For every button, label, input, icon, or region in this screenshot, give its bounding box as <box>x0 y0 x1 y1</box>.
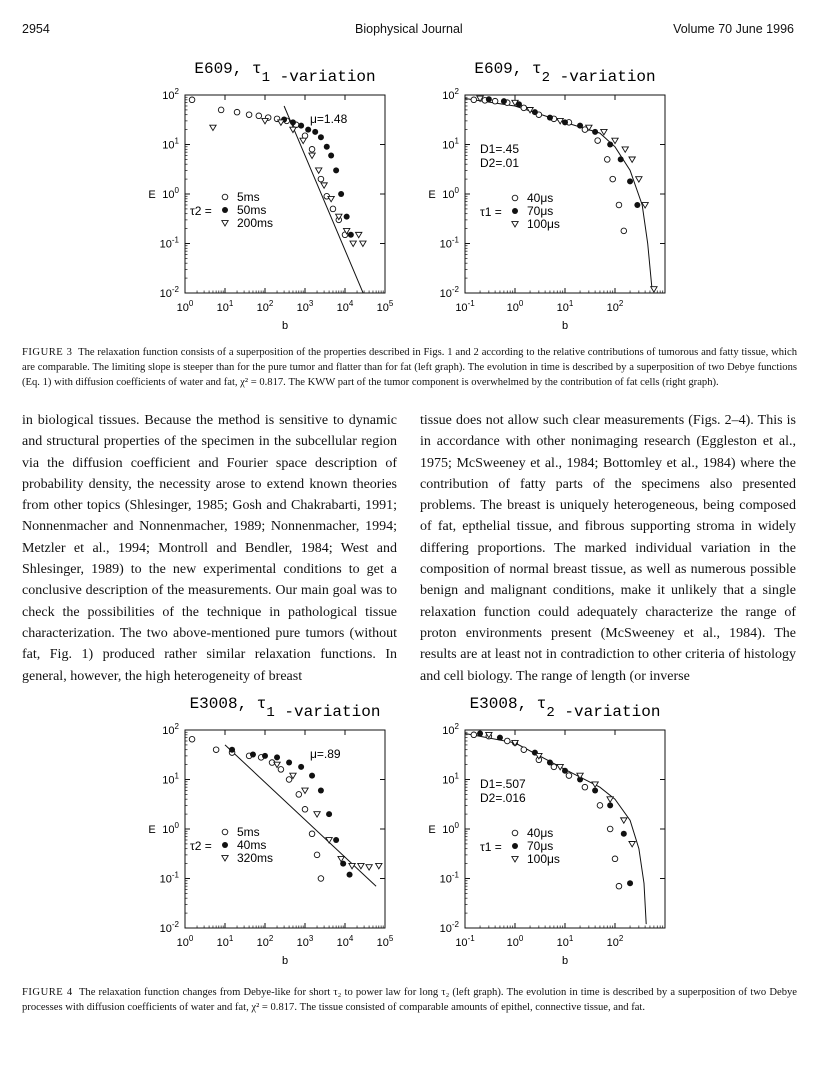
data-point <box>222 221 228 226</box>
data-point <box>302 788 308 793</box>
y-tick-label: $10^{-2}$ <box>159 285 179 300</box>
fig4-caption-label: FIGURE 4 <box>22 987 73 998</box>
legend-label: 40ms <box>237 838 267 852</box>
x-tick-label: $10^3$ <box>296 299 314 314</box>
series-50ms <box>281 116 354 237</box>
annotation: D1=.45 <box>480 142 520 156</box>
y-tick-label: $10^2$ <box>442 722 459 737</box>
data-point <box>497 735 503 741</box>
data-point <box>355 232 361 237</box>
data-point <box>213 747 219 753</box>
data-point <box>512 195 518 201</box>
data-point <box>521 105 527 111</box>
x-tick-label: $10^1$ <box>216 934 234 949</box>
data-point <box>309 146 315 152</box>
x-tick-label: $10^0$ <box>506 934 524 949</box>
fig4-caption-text: The relaxation function changes from Debye-like for short τ₂ to power law for long τ₂ (left graph). The evolution in time is described by a superposition of two Debye processes with diffusion coefficients of water and fat, χ² = 0.817. The tissue consisted of comparable amounts of epithel, connective tissue, and fat. <box>22 987 798 1013</box>
data-point <box>471 732 477 738</box>
y-tick-label: $10^{-1}$ <box>439 235 459 251</box>
y-tick-label: $10^{-1}$ <box>159 870 179 886</box>
data-point <box>616 202 622 208</box>
data-point <box>328 196 334 201</box>
y-tick-label: $10^{-1}$ <box>439 870 459 886</box>
body-right-column: tissue does not allow such clear measurements (Figs. 2–4). This is in accordance with other nonimaging research (Eggleston et al., 1975; McSweeney et al., 1984; Bottomley et al., 1984) where the contribution of fatty parts of the specimens also presented problems. The breast is uniquely heterogeneous, being composed of fat, epthelial tissue, and fibrous supporting stroma in widely differing proportions. The marked individual variation in the composition of normal breast tissue, as well as numerous possible benign and malignant conditions, make it unlikely that a single relaxation function could adequately characterize the range of proton environments present (McSweeney et al., 1984). The results are at least not in contradiction to other criteria of histology and cell biology. The range of length (or inverse <box>420 413 796 684</box>
data-point <box>318 176 324 182</box>
x-axis-label: b <box>561 320 569 332</box>
data-point <box>604 157 610 163</box>
y-tick-label: $10^1$ <box>442 136 459 152</box>
x-tick-label: $10^{-1}$ <box>455 299 475 314</box>
data-point <box>512 843 518 849</box>
x-axis-label: b <box>281 320 289 332</box>
data-point <box>547 115 553 121</box>
x-tick-label: $10^5$ <box>376 934 394 949</box>
data-point <box>286 760 292 766</box>
data-point <box>360 241 366 246</box>
data-point <box>616 883 622 889</box>
data-point <box>234 109 240 115</box>
data-point <box>501 98 507 104</box>
y-tick-label: $10^{-2}$ <box>439 285 459 300</box>
data-point <box>222 207 228 213</box>
data-point <box>296 792 302 798</box>
data-point <box>627 178 633 184</box>
data-point <box>262 118 268 123</box>
data-point <box>612 138 618 143</box>
annotation: D1=.507 <box>480 777 526 791</box>
data-point <box>246 112 252 118</box>
data-point <box>634 202 640 208</box>
data-point <box>262 753 268 759</box>
data-point <box>328 152 334 158</box>
plot-frame <box>185 730 385 928</box>
data-point <box>309 773 315 779</box>
data-point <box>607 142 613 148</box>
data-point <box>274 754 280 760</box>
fit-line <box>465 99 652 290</box>
data-point <box>256 113 262 119</box>
x-tick-label: $10^0$ <box>176 299 194 314</box>
legend-prefix: τ1 = <box>480 840 502 854</box>
y-tick-label: $10^2$ <box>442 87 459 102</box>
legend-label: 200ms <box>237 216 274 230</box>
data-point <box>318 787 324 793</box>
x-tick-label: $10^1$ <box>556 299 574 314</box>
legend-prefix: τ2 = <box>190 839 212 853</box>
x-tick-label: $10^5$ <box>376 299 394 314</box>
legend-label: 5ms <box>237 190 260 204</box>
fig4-caption <box>22 985 797 1015</box>
y-tick-label: $10^1$ <box>162 771 179 787</box>
volume-info: Volume 70 June 1996 <box>673 22 794 36</box>
data-point <box>326 811 332 817</box>
data-point <box>607 826 613 832</box>
data-point <box>358 863 364 868</box>
data-point <box>321 183 327 188</box>
data-point <box>229 747 235 753</box>
data-point <box>636 177 642 182</box>
fig3-caption-label: FIGURE 3 <box>22 347 73 358</box>
data-point <box>512 222 518 227</box>
chart-svg <box>140 55 400 335</box>
x-tick-label: $10^2$ <box>256 299 274 314</box>
series-100μs <box>477 96 657 292</box>
data-point <box>595 138 601 144</box>
data-point <box>298 123 304 129</box>
data-point <box>651 287 657 292</box>
y-axis-label: E <box>148 189 156 201</box>
data-point <box>618 156 624 162</box>
fig3-right-panel <box>420 55 690 335</box>
annotation: D2=.01 <box>480 156 520 170</box>
data-point <box>315 168 321 173</box>
legend-label: 100μs <box>527 217 560 231</box>
data-point <box>592 787 598 793</box>
data-point <box>218 107 224 113</box>
data-point <box>300 138 306 143</box>
data-point <box>621 818 627 823</box>
legend-prefix: τ1 = <box>480 205 502 219</box>
x-tick-label: $10^0$ <box>506 299 524 314</box>
data-point <box>607 797 613 802</box>
legend-label: 320ms <box>237 851 274 865</box>
data-point <box>512 208 518 214</box>
x-tick-label: $10^1$ <box>216 299 234 314</box>
data-point <box>629 157 635 162</box>
fig4-left-panel <box>140 690 400 970</box>
legend-label: 50ms <box>237 203 267 217</box>
plot-frame <box>185 95 385 293</box>
y-tick-label: $10^{-2}$ <box>159 920 179 935</box>
chart-title: E3008, τ1 -variation <box>189 695 381 721</box>
fig4-right-panel <box>420 690 690 970</box>
chart-svg <box>140 690 400 970</box>
x-tick-label: $10^2$ <box>256 934 274 949</box>
data-point <box>562 768 568 774</box>
data-point <box>622 147 628 152</box>
data-point <box>547 760 553 766</box>
y-tick-label: $10^0$ <box>442 186 459 201</box>
legend-label: 100μs <box>527 852 560 866</box>
legend-label: 40μs <box>527 191 554 205</box>
y-tick-label: $10^2$ <box>162 722 179 737</box>
annotation: μ=1.48 <box>310 112 348 126</box>
data-point <box>350 241 356 246</box>
legend-label: 70μs <box>527 204 554 218</box>
fit-line <box>284 106 376 324</box>
y-tick-label: $10^2$ <box>162 87 179 102</box>
data-point <box>278 120 284 125</box>
data-point <box>318 876 324 882</box>
x-tick-label: $10^4$ <box>336 299 354 314</box>
legend-label: 40μs <box>527 826 554 840</box>
legend-prefix: τ2 = <box>190 204 212 218</box>
fig3-left-panel <box>140 55 400 335</box>
chart-title: E609, τ2 -variation <box>474 60 656 86</box>
data-point <box>222 842 228 848</box>
data-point <box>376 863 382 868</box>
annotation: μ=.89 <box>310 747 341 761</box>
data-point <box>324 144 330 150</box>
data-point <box>305 127 311 133</box>
y-axis-label: E <box>148 824 156 836</box>
data-point <box>278 767 284 773</box>
y-tick-label: $10^{-2}$ <box>439 920 459 935</box>
y-tick-label: $10^1$ <box>162 136 179 152</box>
data-point <box>286 777 292 783</box>
data-point <box>189 736 195 742</box>
plot-frame <box>465 730 665 928</box>
data-point <box>607 802 613 808</box>
series-200ms <box>210 118 366 246</box>
data-point <box>486 96 492 102</box>
data-point <box>629 842 635 847</box>
x-axis-label: b <box>561 955 569 967</box>
data-point <box>302 807 308 813</box>
data-point <box>333 837 339 843</box>
legend-label: 70μs <box>527 839 554 853</box>
fig3-caption <box>22 345 797 390</box>
data-point <box>521 747 527 753</box>
data-point <box>621 228 627 234</box>
x-axis-label: b <box>281 955 289 967</box>
data-point <box>290 119 296 125</box>
data-point <box>612 856 618 862</box>
data-point <box>344 214 350 220</box>
x-tick-label: $10^2$ <box>606 299 624 314</box>
legend-label: 5ms <box>237 825 260 839</box>
y-axis-label: E <box>428 189 436 201</box>
data-point <box>562 119 568 125</box>
data-point <box>512 830 518 836</box>
data-point <box>312 129 318 135</box>
chart-title: E3008, τ2 -variation <box>469 695 661 721</box>
journal-name: Biophysical Journal <box>355 22 463 36</box>
x-tick-label: $10^3$ <box>296 934 314 949</box>
data-point <box>557 764 563 769</box>
x-tick-label: $10^2$ <box>606 934 624 949</box>
data-point <box>338 191 344 197</box>
data-point <box>314 812 320 817</box>
data-point <box>582 784 588 790</box>
body-left-column: in biological tissues. Because the method is sensitive to dynamic and structural properties of the specimen in the subcellular region via the diffusion coefficient and Fourier space description of probability density, the necessity arose to extend known theories from other topics (Shlesinger, 1985; Gosh and Chakrabarti, 1991; Nonnenmacher and Nonnenmacher, 1989; Nonnenmacher, 1994; Metzler et al., 1994; Montroll and Bendler, 1984; West and Shlesinger, 1989) to the new experimental conditions to get a conclusive description of the measurements. Our main goal was to check the possibilities of the technique in pathological tissue characterization. The two above-mentioned pure tumors (without fat, Fig. 1) produced rather similar relaxation functions. In general, however, the high heterogeneity of breast <box>22 413 397 684</box>
data-point <box>318 134 324 140</box>
data-point <box>504 738 510 744</box>
chart-title: E609, τ1 -variation <box>194 60 376 86</box>
data-point <box>566 773 572 779</box>
data-point <box>621 831 627 837</box>
y-tick-label: $10^0$ <box>442 821 459 836</box>
data-point <box>222 856 228 861</box>
x-tick-label: $10^{-1}$ <box>455 934 475 949</box>
chart-svg <box>420 55 690 335</box>
y-tick-label: $10^0$ <box>162 186 179 201</box>
data-point <box>333 167 339 173</box>
y-tick-label: $10^0$ <box>162 821 179 836</box>
data-point <box>309 153 315 158</box>
y-axis-label: E <box>428 824 436 836</box>
chart-svg <box>420 690 690 970</box>
data-point <box>347 872 353 878</box>
data-point <box>210 125 216 130</box>
data-point <box>222 194 228 200</box>
data-point <box>366 865 372 870</box>
page-number: 2954 <box>22 22 50 36</box>
data-point <box>592 129 598 135</box>
x-tick-label: $10^4$ <box>336 934 354 949</box>
x-tick-label: $10^1$ <box>556 934 574 949</box>
data-point <box>348 232 354 238</box>
data-point <box>309 831 315 837</box>
x-tick-label: $10^0$ <box>176 934 194 949</box>
fit-line <box>465 734 646 925</box>
data-point <box>250 751 256 757</box>
data-point <box>492 98 498 104</box>
data-point <box>298 764 304 770</box>
data-point <box>189 97 195 103</box>
data-point <box>592 782 598 787</box>
data-point <box>330 206 336 212</box>
data-point <box>610 176 616 182</box>
y-tick-label: $10^1$ <box>442 771 459 787</box>
data-point <box>314 852 320 858</box>
data-point <box>512 857 518 862</box>
fig3-caption-text: The relaxation function consists of a superposition of the properties described in Figs. 1 and 2 according to the relative contributions of tumorous and fatty tissue, which are comparable. The limiting slope is steeper than for the pure tumor and flatter than for fat (left graph). The evolution in time is described by a superposition of two Debye functions (Eq. 1) with diffusion coefficients of water and fat, χ² = 0.817. The KWW part of the tumor component is overwhelmed by the contribution of fat cells (right graph). <box>22 347 798 388</box>
data-point <box>577 123 583 129</box>
data-point <box>471 97 477 103</box>
annotation: D2=.016 <box>480 791 526 805</box>
data-point <box>532 109 538 115</box>
data-point <box>597 803 603 809</box>
data-point <box>551 764 557 770</box>
data-point <box>627 880 633 886</box>
data-point <box>222 829 228 835</box>
y-tick-label: $10^{-1}$ <box>159 235 179 251</box>
data-point <box>477 730 483 736</box>
